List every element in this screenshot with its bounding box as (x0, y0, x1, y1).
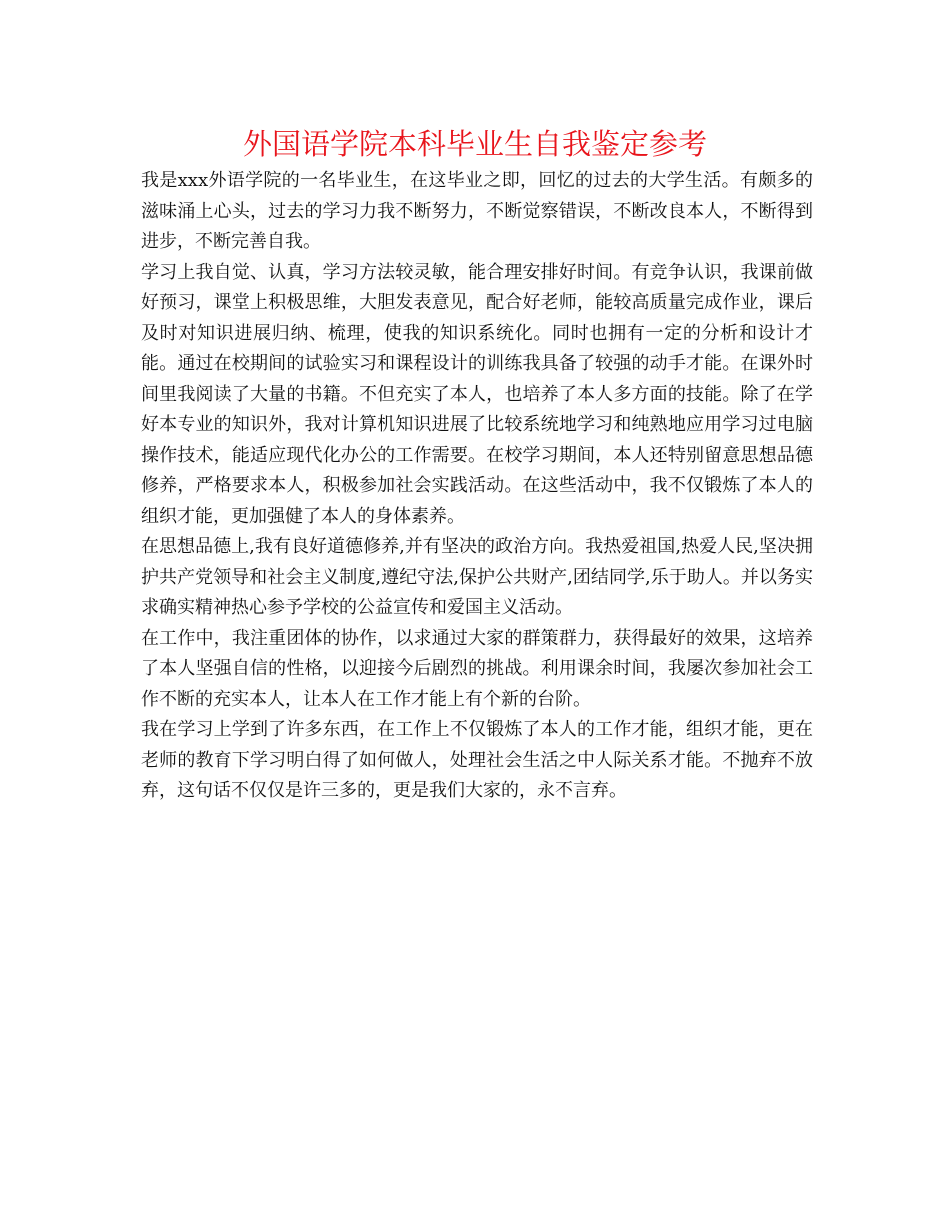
document-title: 外国语学院本科毕业生自我鉴定参考 (242, 127, 707, 161)
paragraph-1: 我是xxx外语学院的一名毕业生，在这毕业之即，回忆的过去的大学生活。有颇多的滋味涌上心头，过去的学习力我不断努力，不断觉察错误，不断改良本人，不断得到进步，不断完善自我。 (141, 170, 813, 252)
paragraph-4: 在工作中，我注重团体的协作，以求通过大家的群策群力，获得最好的效果，这培养了本人坚强自信的性格，以迎接今后剧烈的挑战。利用课余时间，我屡次参加社会工作不断的充实本人，让本人在工作才能上有个新的台阶。 (141, 627, 813, 710)
paragraph-3: 在思想品德上,我有良好道德修养,并有坚决的政治方向。我热爱祖国,热爱人民,坚决拥护共产党领导和社会主义制度,遵纪守法,保护公共财产,团结同学,乐于助人。并以务实求确实精神热心参予学校的公益宣传和爱国主义活动。 (141, 536, 813, 618)
paragraph-2: 学习上我自觉、认真，学习方法较灵敏，能合理安排好时间。有竞争认识，我课前做好预习，课堂上积极思维，大胆发表意见，配合好老师，能较高质量完成作业，课后及时对知识进展归纳、梳理，使我的知识系统化。同时也拥有一定的分析和设计才能。通过在校期间的试验实习和课程设计的训练我具备了较强的动手才能。在课外时间里我阅读了大量的书籍。不但充实了本人，也培养了本人多方面的技能。除了在学好本专业的知识外，我对计算机知识进展了比较系统地学习和纯熟地应用学习过电脑操作技术，能适应现代化办公的工作需要。在校学习期间，本人还特别留意思想品德修养，严格要求本人，积极参加社会实践活动。在这些活动中，我不仅锻炼了本人的组织才能，更加强健了本人的身体素养。 (141, 261, 813, 527)
document-body (141, 166, 813, 807)
paragraph-5: 我在学习上学到了许多东西，在工作上不仅锻炼了本人的工作才能，组织才能，更在老师的教育下学习明白得了如何做人，处理社会生活之中人际关系才能。不抛弃不放弃，这句话不仅仅是许三多的，更是我们大家的，永不言弃。 (141, 719, 813, 801)
